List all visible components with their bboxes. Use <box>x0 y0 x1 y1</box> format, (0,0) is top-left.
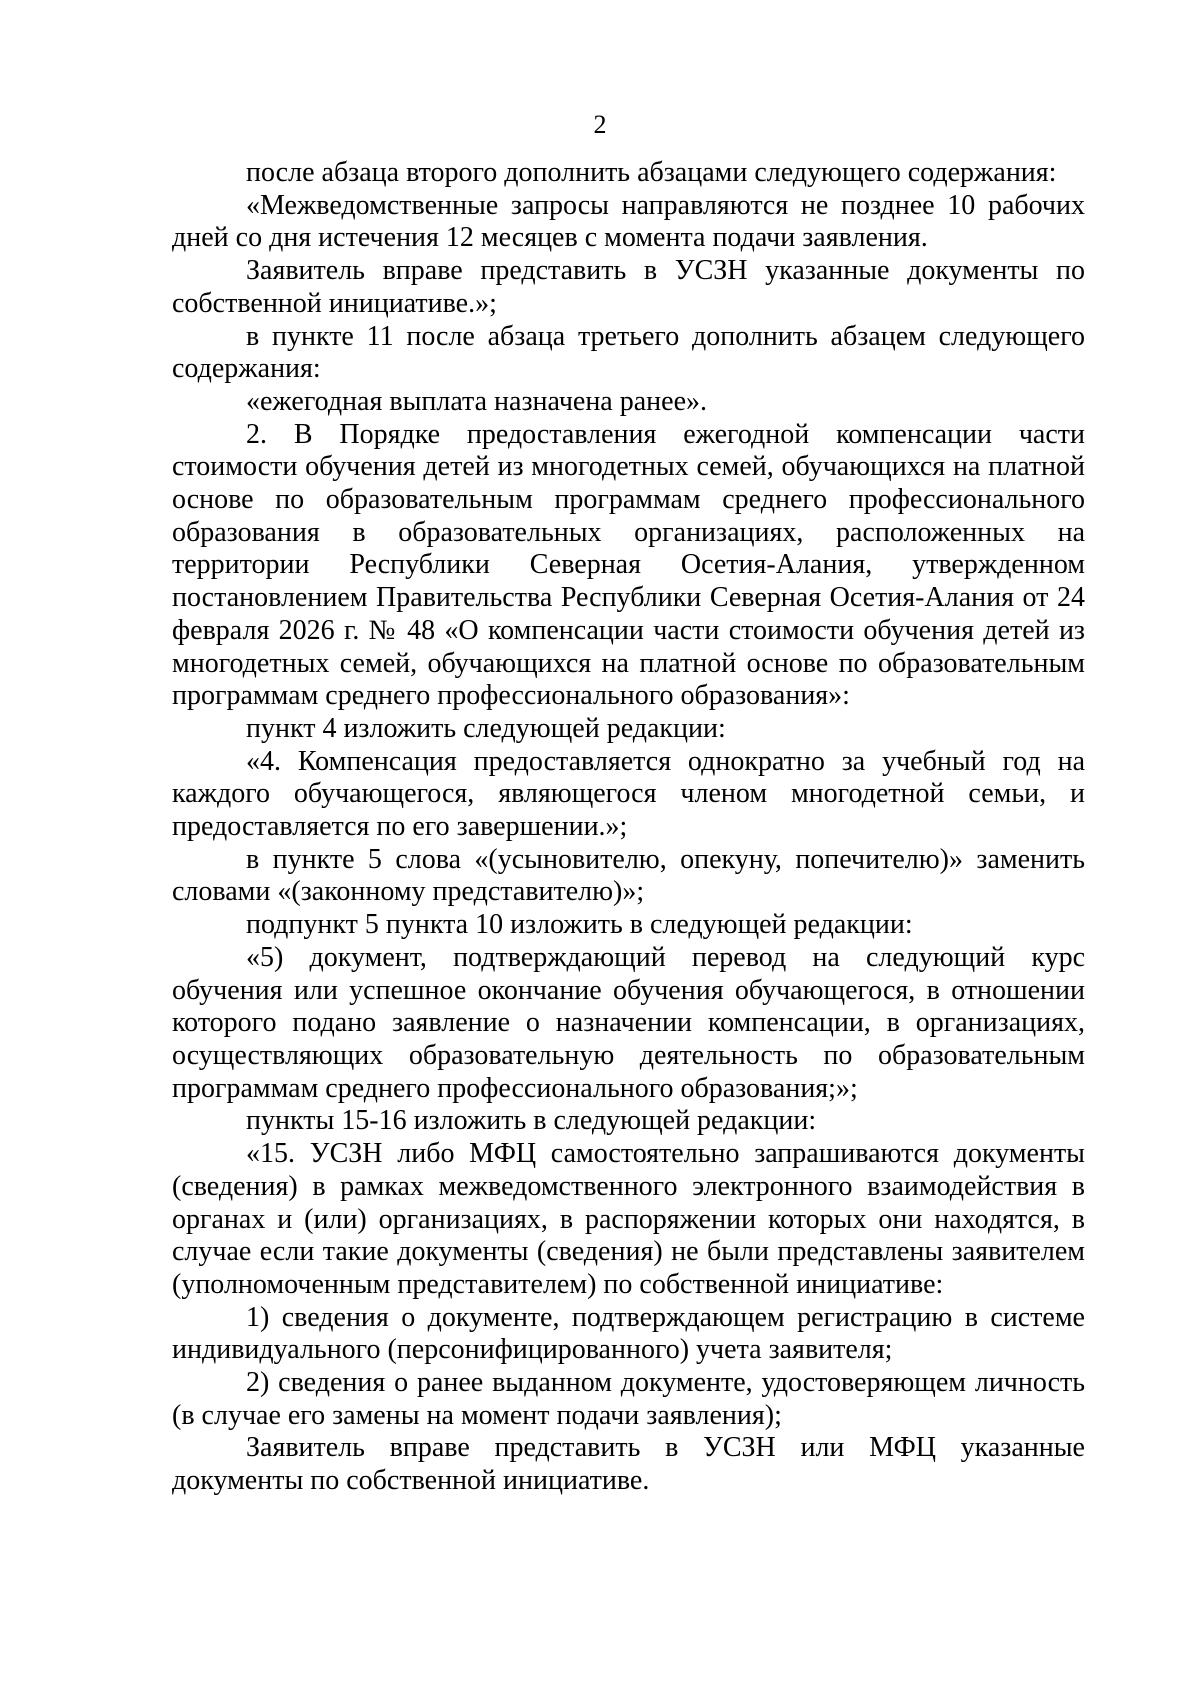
document-body <box>172 157 1085 1498</box>
page-number: 2 <box>593 110 607 139</box>
paragraph: «ежегодная выплата назначена ранее». <box>246 385 708 417</box>
paragraph: пункты 15-16 изложить в следующей редакции: <box>246 1105 817 1137</box>
paragraph: в пункте 11 после абзаца третьего дополнить абзацем следующего содержания: <box>172 320 1085 385</box>
paragraph: Заявитель вправе представить в УСЗН или МФЦ указанные документы по собственной инициативе. <box>172 1432 1085 1497</box>
paragraph: подпункт 5 пункта 10 изложить в следующей редакции: <box>246 909 913 941</box>
paragraph: «5) документ, подтверждающий перевод на следующий курс обучения или успешное окончание обучения обучающегося, в отношении которого подано заявление о назначении компенсации, в организациях, осуществляющих образовательную деятельность по образовательным программам среднего профессионального образования;»; <box>172 941 1085 1104</box>
paragraph: 2) сведения о ранее выданном документе, удостоверяющем личность (в случае его замены на момент подачи заявления); <box>172 1367 1085 1431</box>
paragraph: Заявитель вправе представить в УСЗН указанные документы по собственной инициативе.»; <box>172 255 1085 319</box>
paragraph: 1) сведения о документе, подтверждающем регистрацию в системе индивидуального (персонифицированного) учета заявителя; <box>172 1301 1085 1366</box>
paragraph: «Межведомственные запросы направляются не позднее 10 рабочих дней со дня истечения 12 месяцев с момента подачи заявления. <box>172 189 1085 254</box>
paragraph: «15. УСЗН либо МФЦ самостоятельно запрашиваются документы (сведения) в рамках межведомственного электронного взаимодействия в органах и (или) организациях, в распоряжении которых они находятся, в случае если такие документы (сведения) не были представлены заявителем (уполномоченным представителем) по собственной инициативе: <box>172 1138 1085 1300</box>
paragraph: «4. Компенсация предоставляется однократно за учебный год на каждого обучающегося, являющегося членом многодетной семьи, и предоставляется по его завершении.»; <box>172 745 1085 843</box>
paragraph: 2. В Порядке предоставления ежегодной компенсации части стоимости обучения детей из многодетных семей, обучающихся на платной основе по образовательным программам среднего профессионального образования в образовательных организациях, расположенных на территории Республики Северная Осетия-Алания, утвержденном постановлением Правительства Республики Северная Осетия-Алания от 24 февраля 2026 г. № 48 «О компенсации части стоимости обучения детей из многодетных семей, обучающихся на платной основе по образовательным программам среднего профессионального образования»: <box>172 418 1085 712</box>
paragraph: пункт 4 изложить следующей редакции: <box>246 712 726 744</box>
paragraph: в пункте 5 слова «(усыновителю, опекуну, попечителю)» заменить словами «(законному представителю)»; <box>172 843 1085 908</box>
paragraph: после абзаца второго дополнить абзацами следующего содержания: <box>246 157 1057 188</box>
